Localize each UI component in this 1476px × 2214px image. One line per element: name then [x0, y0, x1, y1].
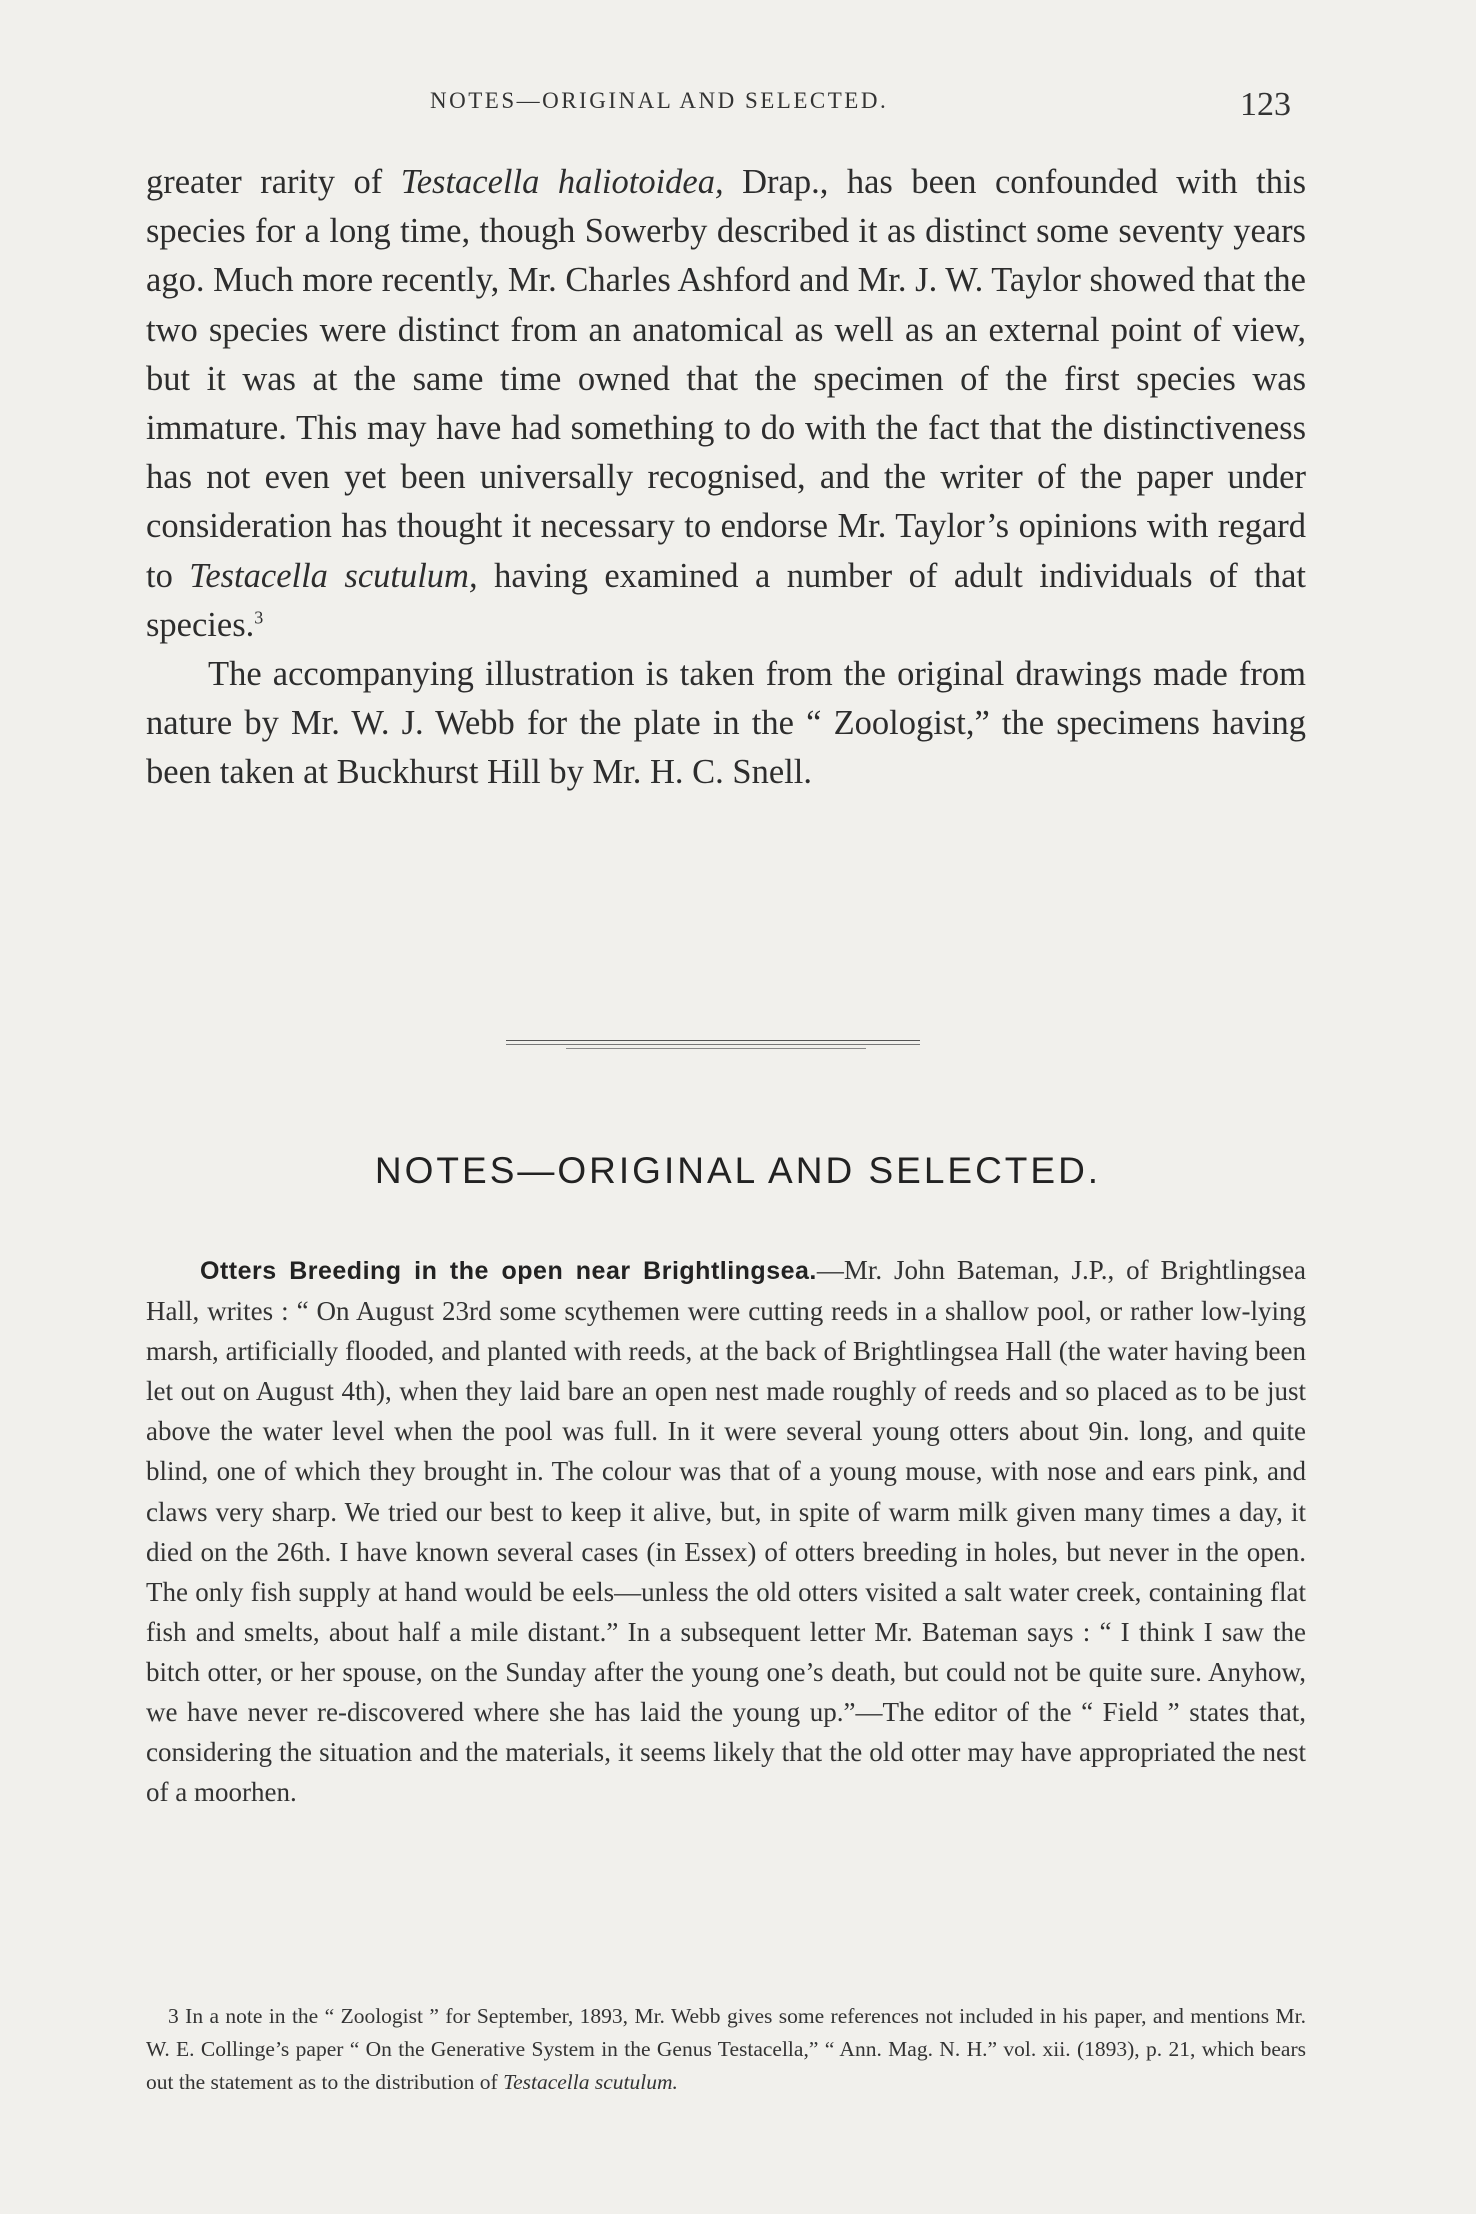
footnote-italic: Testacella scutulum.	[503, 2070, 678, 2094]
running-title: NOTES—ORIGINAL AND SELECTED.	[430, 88, 889, 113]
page-number: 123	[1240, 86, 1291, 123]
note-title: Otters Breeding in the open near Brightlingsea.	[200, 1257, 817, 1285]
note-body: —Mr. John Bateman, J.P., of Brightlingsea Hall, writes : “ On August 23rd some scythemen were cutting reeds in a shallow pool, or rather low-lying marsh, artificially flooded, and planted with reeds, at the back of Brightlingsea Hall (the water having been let out on August 4th), when they laid bare an open nest made roughly of reeds and so placed as to be just above the water level when the pool was full. In it were several young otters about 9in. long, and quite blind, one of which they brought in. The colour was that of a young mouse, with nose and ears pink, and claws very sharp. We tried our best to keep it alive, but, in spite of warm milk given many times a day, it died on the 26th. I have known several cases (in Essex) of otters breeding in holes, but never in the open. The only fish supply at hand would be eels—unless the old otters visited a salt water creek, containing flat fish and smelts, about half a mile distant.” In a subsequent letter Mr. Bateman says : “ I think I saw the bitch otter, or her spouse, on the Sunday after the young one’s death, but could not be quite sure. Anyhow, we have never re-discovered where she has laid the young up.”—The editor of the “ Field ” states that, considering the situation and the materials, it seems likely that the old otter may have appropriated the nest of a moorhen.	[146, 1255, 1307, 1808]
footnote	[146, 2000, 1306, 2099]
continued-paragraph	[146, 158, 1306, 650]
continued-article-text	[146, 158, 1306, 798]
section-divider	[506, 1040, 920, 1050]
footnote-text: 3 In a note in the “ Zoologist ” for September, 1893, Mr. Webb gives some references not included in his paper, and mentions Mr. W. E. Collinge’s paper “ On the Generative System in the Genus Testacella,” “ Ann. Mag. N. H.” vol. xii. (1893), p. 21, which bears out the statement as to the distribution of	[146, 2004, 1306, 2094]
species-name-italic: Testacella haliotoidea,	[400, 163, 724, 201]
illustration-paragraph: The accompanying illustration is taken from the original drawings made from nature by Mr. W. J. Webb for the plate in the “ Zoologist,” the specimens having been taken at Buckhurst Hill by Mr. H. C. Snell.	[146, 655, 1306, 792]
species-name-italic: Testacella scutulum,	[189, 556, 478, 595]
paragraph-text: Drap., has been confounded with this species for a long time, though Sowerby described it as distinct some seventy years ago. Much more recently, Mr. Charles Ashford and Mr. J. W. Taylor showed that the two species were distinct from an anatomical as well as an external point of view, but it was at the same time owned that the specimen of the first species was immature. This may have had something to do with the fact that the distinctiveness has not even yet been universally recognised, and the writer of the paper under consideration has thought it necessary to endorse Mr. Taylor’s opinions with regard to	[146, 163, 1306, 595]
divider-line	[506, 1040, 920, 1041]
note-paragraph	[146, 1250, 1306, 1812]
footnote-reference: 3	[254, 607, 264, 628]
footnote-paragraph	[146, 2000, 1306, 2099]
divider-line	[566, 1048, 866, 1049]
paragraph-text: having examined a number of adult individuals of that species.	[146, 556, 1306, 644]
section-heading: NOTES—ORIGINAL AND SELECTED.	[374, 1150, 1102, 1191]
divider-line	[506, 1044, 920, 1045]
running-header	[0, 88, 1476, 128]
note-article	[146, 1250, 1306, 1812]
paragraph-text: greater rarity of	[146, 163, 401, 201]
